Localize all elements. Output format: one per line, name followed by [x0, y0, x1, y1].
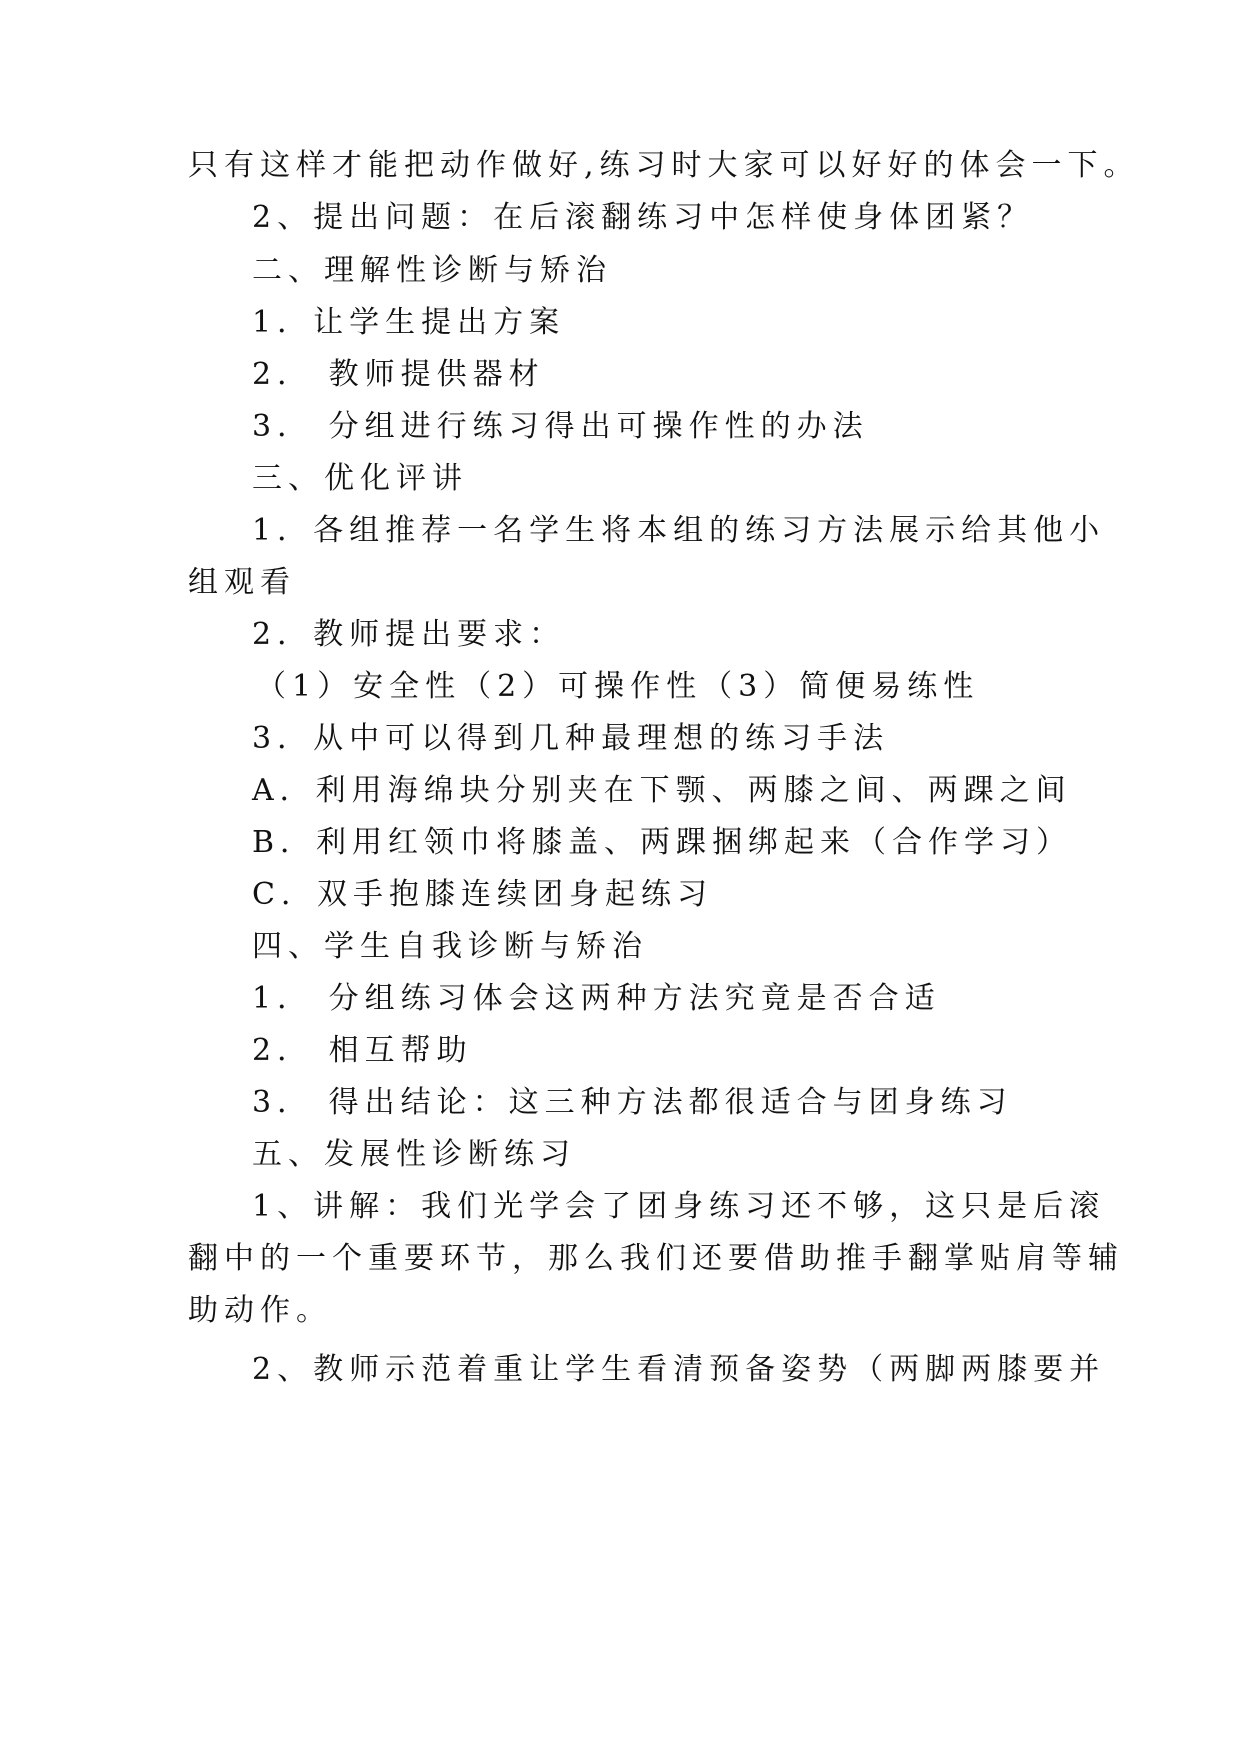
list-item: 1．各组推荐一名学生将本组的练习方法展示给其他小 [252, 513, 1106, 548]
paragraph-line: 2、教师示范着重让学生看清预备姿势（两脚两膝要并 [252, 1352, 1106, 1387]
list-item: 3． 得出结论：这三种方法都很适合与团身练习 [252, 1085, 1013, 1120]
section-heading: 三、优化评讲 [252, 461, 468, 496]
section-heading: 四、学生自我诊断与矫治 [252, 929, 648, 964]
section-heading: 二、理解性诊断与矫治 [252, 253, 612, 288]
list-item: 1．让学生提出方案 [252, 305, 566, 340]
list-item: 2． 教师提供器材 [252, 357, 545, 392]
list-item: 3．从中可以得到几种最理想的练习手法 [252, 721, 890, 756]
list-item: 2．教师提出要求： [252, 617, 566, 652]
list-item: B．利用红领巾将膝盖、两踝捆绑起来（合作学习） [252, 825, 1073, 860]
paragraph-line: 只有这样才能把动作做好,练习时大家可以好好的体会一下。 [188, 148, 1140, 183]
list-item: A．利用海绵块分别夹在下颚、两膝之间、两踝之间 [252, 773, 1072, 808]
section-heading: 五、发展性诊断练习 [252, 1137, 576, 1172]
list-item: 2． 相互帮助 [252, 1033, 473, 1068]
list-item: 1． 分组练习体会这两种方法究竟是否合适 [252, 981, 941, 1016]
list-item: 3． 分组进行练习得出可操作性的办法 [252, 409, 869, 444]
paragraph-line: 助动作。 [188, 1293, 332, 1328]
paragraph-line: 2、提出问题：在后滚翻练习中怎样使身体团紧？ [252, 200, 1034, 235]
list-item: C．双手抱膝连续团身起练习 [252, 877, 713, 912]
paragraph-line: 翻中的一个重要环节，那么我们还要借助推手翻掌贴肩等辅 [188, 1241, 1124, 1276]
list-item-continuation: 组观看 [188, 565, 296, 600]
paragraph-line: 1、讲解：我们光学会了团身练习还不够，这只是后滚 [252, 1189, 1106, 1224]
requirements-line: （1）安全性（2）可操作性（3）简便易练性 [256, 669, 980, 704]
